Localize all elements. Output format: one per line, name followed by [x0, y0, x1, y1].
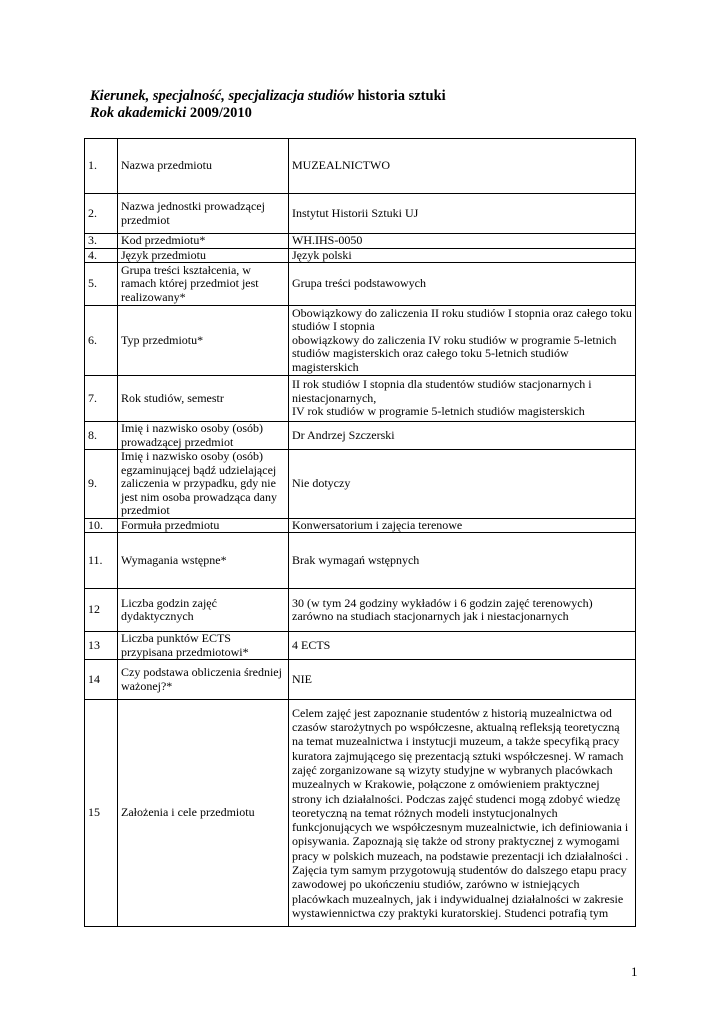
row-value: 30 (w tym 24 godziny wykładów i 6 godzin zajęć terenowych) zarówno na studiach stacjonarnych jak i niestacjonarnych: [289, 589, 636, 632]
row-label: Imię i nazwisko osoby (osób) egzaminującej bądź udzielającej zaliczenia w przypadku, gdy nie jest nim osoba prowadząca dany przedmiot: [118, 450, 289, 519]
row-label: Założenia i cele przedmiotu: [118, 700, 289, 927]
row-label: Liczba godzin zajęć dydaktycznych: [118, 589, 289, 632]
row-value: Celem zajęć jest zapoznanie studentów z historią muzealnictwa od czasów starożytnych po współczesne, aktualną refleksją teoretyczną na temat muzealnictwa i instytucji muzeum, a także specyfiką pracy kuratora zajmującego się prezentacją sztuki współczesnej. W ramach zajęć zorganizowane są wizyty studyjne w wybranych placówkach muzealnych w Krakowie, połączone z omówieniem praktycznej strony ich działalności. Podczas zajęć studenci mogą zdobyć wiedzę teoretyczną na temat różnych modeli instytucjonalnych funkcjonujących we współczesnym muzealnictwie, ich definiowania i opisywania. Zapoznają się także od strony praktycznej z wymogami pracy w polskich muzeach, na podstawie prezentacji ich działalności . Zajęcia tym samym przygotowują studentów do dalszego etapu pracy zawodowej po ukończeniu studiów, zarówno w istniejących placówkach muzealnych, jak i indywidualnej działalności w zakresie wystawiennictwa czy praktyki kuratorskiej. Studenci potrafią tym: [289, 700, 636, 927]
table-row: [85, 376, 636, 422]
row-value: 4 ECTS: [289, 632, 636, 660]
page-number: 1: [631, 964, 638, 979]
row-number: 10.: [85, 518, 118, 533]
row-value: WH.IHS-0050: [289, 234, 636, 249]
row-label: Typ przedmiotu*: [118, 306, 289, 376]
table-row: [85, 234, 636, 249]
row-label: Nazwa przedmiotu: [118, 139, 289, 194]
table-row: [85, 139, 636, 194]
row-label: Formuła przedmiotu: [118, 518, 289, 533]
heading-line-field-of-study: [90, 87, 446, 105]
heading-label-academic-year: Rok akademicki: [90, 105, 187, 121]
table-row: [85, 194, 636, 234]
table-row: [85, 306, 636, 376]
table-row: [85, 422, 636, 450]
heading-value-field-of-study: historia sztuki: [357, 88, 446, 104]
row-value: Dr Andrzej Szczerski: [289, 422, 636, 450]
row-value: MUZEALNICTWO: [289, 139, 636, 194]
table-row: [85, 632, 636, 660]
row-number: 7.: [85, 376, 118, 422]
row-number: 6.: [85, 306, 118, 376]
row-value: Brak wymagań wstępnych: [289, 533, 636, 589]
row-number: 12: [85, 589, 118, 632]
row-label: Imię i nazwisko osoby (osób) prowadzącej przedmiot: [118, 422, 289, 450]
row-value: II rok studiów I stopnia dla studentów studiów stacjonarnych i niestacjonarnych, IV rok studiów w programie 5-letnich studiów magisterskich: [292, 377, 592, 419]
table-row: [85, 518, 636, 533]
row-number: 1.: [85, 139, 118, 194]
row-number: 3.: [85, 234, 118, 249]
row-value: Konwersatorium i zajęcia terenowe: [289, 518, 636, 533]
row-label: Nazwa jednostki prowadzącej przedmiot: [118, 194, 289, 234]
course-info-table: [84, 138, 636, 927]
table-row: [85, 589, 636, 632]
row-value: Grupa treści podstawowych: [289, 263, 636, 306]
row-value: Nie dotyczy: [289, 450, 636, 519]
row-label: Liczba punktów ECTS przypisana przedmiotowi*: [118, 632, 289, 660]
row-label: Grupa treści kształcenia, w ramach której przedmiot jest realizowany*: [118, 263, 289, 306]
row-label: Język przedmiotu: [118, 248, 289, 263]
table-row: [85, 450, 636, 519]
row-label: Czy podstawa obliczenia średniej ważonej?*: [118, 660, 289, 700]
table-row: [85, 700, 636, 927]
row-value: Instytut Historii Sztuki UJ: [289, 194, 636, 234]
row-value: NIE: [289, 660, 636, 700]
row-number: 11.: [85, 533, 118, 589]
row-label: Wymagania wstępne*: [118, 533, 289, 589]
table-row: [85, 660, 636, 700]
row-number: 8.: [85, 422, 118, 450]
table-row: [85, 248, 636, 263]
table-row: [85, 533, 636, 589]
row-label: Rok studiów, semestr: [118, 376, 289, 422]
row-number: 9.: [85, 450, 118, 519]
heading-value-academic-year: 2009/2010: [189, 105, 252, 121]
row-number: 4.: [85, 248, 118, 263]
row-value: Obowiązkowy do zaliczenia II roku studiów I stopnia oraz całego toku studiów I stopnia obowiązkowy do zaliczenia IV roku studiów w programie 5-letnich studiów magisterskich oraz całego toku 5-letnich studiów magisterskich: [292, 305, 632, 374]
row-label: Kod przedmiotu*: [118, 234, 289, 249]
row-number: 5.: [85, 263, 118, 306]
row-value: Język polski: [289, 248, 636, 263]
row-number: 13: [85, 632, 118, 660]
row-number: 15: [85, 700, 118, 927]
row-number: 2.: [85, 194, 118, 234]
heading-label-field-of-study: Kierunek, specjalność, specjalizacja studiów: [90, 88, 354, 104]
heading-line-academic-year: [90, 104, 252, 122]
row-number: 14: [85, 660, 118, 700]
table-row: [85, 263, 636, 306]
